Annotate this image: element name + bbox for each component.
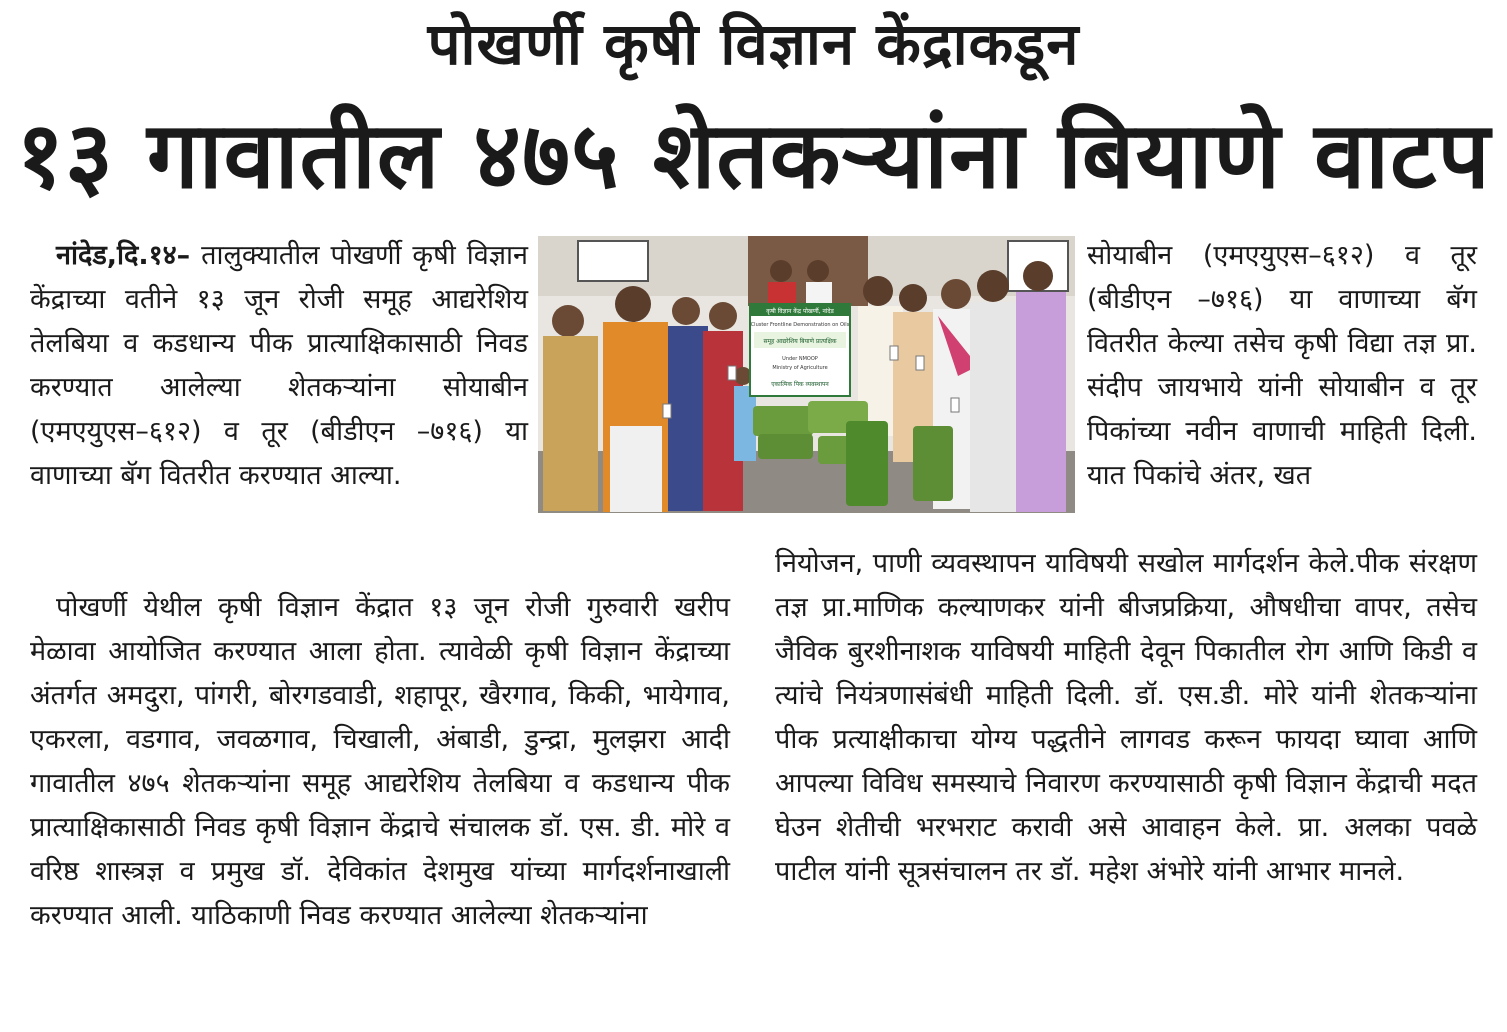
dateline: नांदेड,दि.१४– bbox=[56, 240, 191, 271]
banner-line-5: Ministry of Agriculture bbox=[772, 365, 828, 371]
banner-line-4: Under NMOOP bbox=[782, 356, 818, 362]
banner-line-2: Cluster Frontline Demonstration on Oils bbox=[750, 322, 850, 328]
news-photo bbox=[538, 236, 1075, 513]
banner-line-6: एकात्मिक पिक व्यवस्थापन bbox=[771, 381, 829, 388]
article-paragraph-2: पोखर्णी येथील कृषी विज्ञान केंद्रात १३ जून रोजी गुरुवारी खरीप मेळावा आयोजित करण्यात आला होता. त्यावेळी कृषी विज्ञान केंद्राच्या अंतर्गत अमदुरा, पांगरी, बोरगडवाडी, शहापूर, खैरगाव, किकी, भायेगाव, एकरला, वडगाव, जवळगाव, चिखाली, अंबाडी, डुन्द्रा, मुलझरा आदी गावातील ४७५ शेतकऱ्यांना समूह आद्यरेशिय तेलबिया व कडधान्य पीक प्रात्याक्षिकासाठी निवड कृषी विज्ञान केंद्राचे संचालक डॉ. एस. डी. मोरे व वरिष्ठ शास्त्रज्ञ व प्रमुख डॉ. देविकांत देशमुख यांच्या मार्गदर्शनाखाली करण्यात आली. याठिकाणी निवड करण्यात आलेल्या शेतकऱ्यांना bbox=[30, 592, 730, 931]
article-column-1-continued bbox=[30, 586, 730, 938]
article-column-2 bbox=[1087, 234, 1477, 498]
article-column-2-continued bbox=[775, 542, 1477, 894]
banner-line-1: कृषी विज्ञान केंद्र पोखर्णी, नांदेड bbox=[766, 308, 834, 315]
headline-main: १३ गावातील ४७५ शेतकऱ्यांना बियाणे वाटप bbox=[16, 102, 1491, 209]
article-paragraph-1: तालुक्यातील पोखर्णी कृषी विज्ञान केंद्राच्या वतीने १३ जून रोजी समूह आद्यरेशिय तेलबिया व कडधान्य पीक प्रात्याक्षिकासाठी निवड करण्यात आलेल्या शेतकऱ्यांना सोयाबीन (एमएयुएस–६१२) व तूर (बीडीएन –७१६) या वाणाच्या बॅग वितरीत करण्यात आल्या. bbox=[30, 240, 528, 491]
article-paragraph-4: नियोजन, पाणी व्यवस्थापन याविषयी सखोल मार्गदर्शन केले.पीक संरक्षण तज्ञ प्रा.माणिक कल्याणकर यांनी बीजप्रक्रिया, औषधीचा वापर, तसेच जैविक बुरशीनाशक याविषयी माहिती देवून पिकातील रोग आणि किडी व त्यांचे नियंत्रणासंबंधी माहिती दिली. डॉ. एस.डी. मोरे यांनी शेतकऱ्यांना पीक प्रत्याक्षीकाचा योग्य पद्धतीने लागवड करून फायदा घ्यावा आणि आपल्या विविध समस्याचे निवारण करण्यासाठी कृषी विज्ञान केंद्राची मदत घेउन शेतीची भरभराट करावी असे आवाहन केले. प्रा. अलका पवळे पाटील यांनी सूत्रसंचालन तर डॉ. महेश अंभोरे यांनी आभार मानले. bbox=[775, 548, 1477, 887]
banner bbox=[750, 304, 850, 396]
article-column-1 bbox=[30, 234, 528, 498]
article-paragraph-3: सोयाबीन (एमएयुएस–६१२) व तूर (बीडीएन –७१६) या वाणाच्या बॅग वितरीत केल्या तसेच कृषी विद्या तज्ञ प्रा. संदीप जायभाये यांनी सोयाबीन व तूर पिकांच्या नवीन वाणाची माहिती दिली. यात पिकांचे अंतर, खत bbox=[1087, 240, 1477, 491]
headline-kicker: पोखर्णी कृषी विज्ञान केंद्राकडून bbox=[427, 10, 1080, 78]
banner-line-3: समूह आद्यरेशिय बियाणे प्रात्यक्षिक bbox=[763, 338, 837, 345]
